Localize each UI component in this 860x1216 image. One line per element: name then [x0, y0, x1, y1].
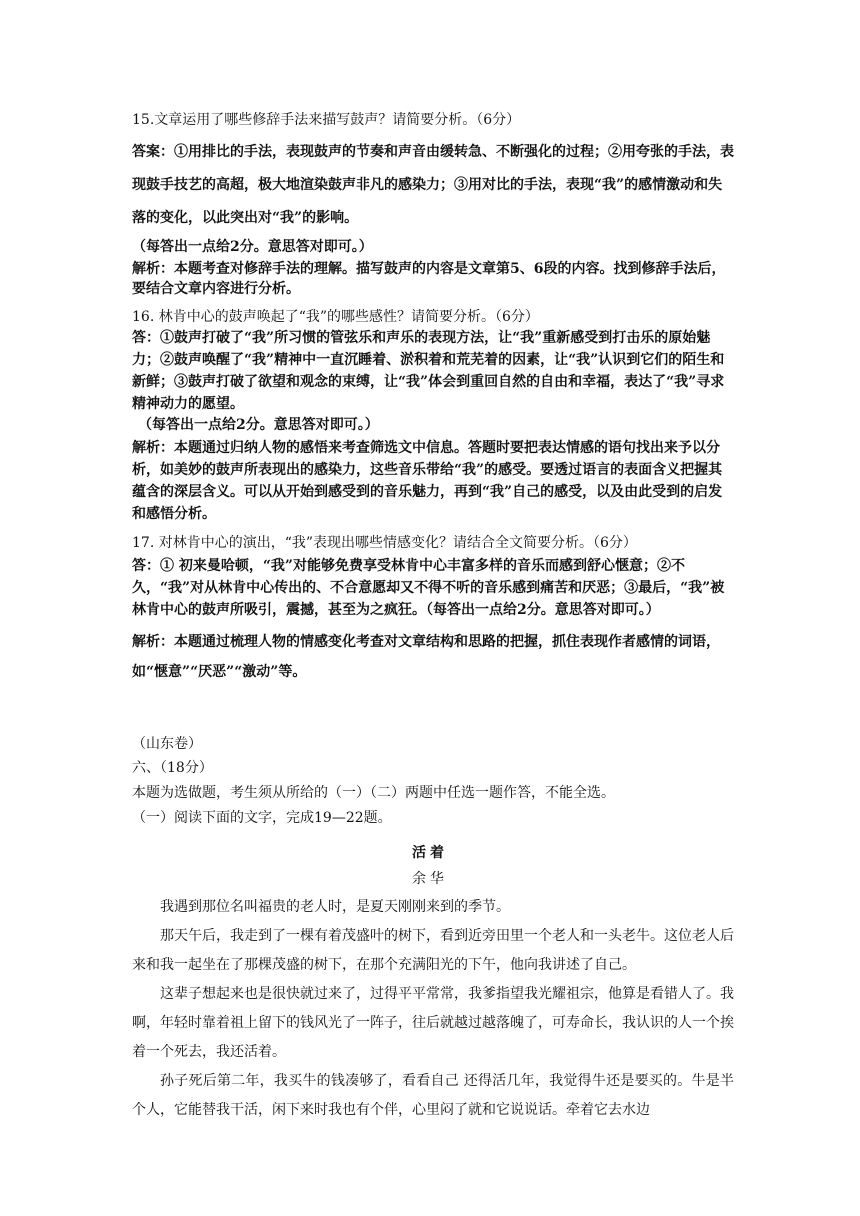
q15-scoring: （每答出一点给2分。意思答对即可。）: [132, 239, 373, 255]
story-author: 余华: [412, 871, 448, 887]
story-paragraph: 我遇到那位名叫福贵的老人时，是夏天刚刚来到的季节。: [160, 899, 510, 915]
q17-analysis: 解析：本题通过梳理人物的情感变化考查对文章结构和思路的把握，抓住表现作者感情的词语，如“惬意”“厌恶”“激动”等。: [132, 634, 720, 680]
exam-source: （山东卷）: [132, 736, 202, 752]
q16-scoring: （每答出一点给2分。意思答对即可。）: [138, 417, 379, 433]
part-heading: 六、（18分）: [132, 760, 213, 776]
q16-analysis: 解析：本题通过归纳人物的感悟来考查筛选文中信息。答题时要把表达情感的语句找出来予以分析，如美妙的鼓声所表现出的感染力，这些音乐带给“我”的感受。要透过语言的表面含义把握其蕴含的深层含义。可以从开始到感受到的音乐魅力，再到“我”自己的感受，以及由此受到的启发和感悟分析。: [132, 440, 723, 522]
q16-answer: 答：①鼓声打破了“我”所习惯的管弦乐和声乐的表现方法，让“我”重新感受到打击乐的原始魅力；②鼓声唤醒了“我”精神中一直沉睡着、淤积着和荒芜着的因素，让“我”认识到它们的陌生和新鲜；③鼓声打破了欲望和观念的束缚，让“我”体会到重回自然的自由和幸福，表达了“我”寻求精神动力的愿望。: [132, 330, 725, 412]
q15-analysis: 解析：本题考查对修辞手法的理解。描写鼓声的内容是文章第5、6段的内容。找到修辞手法后，要结合文章内容进行分析。: [132, 261, 726, 297]
section-header: [132, 733, 734, 829]
q15-answer: 答案：①用排比的手法，表现鼓声的节奏和声音由缓转急、不断强化的过程；②用夸张的手法，表现鼓手技艺的高超，极大地渲染鼓声非凡的感染力；③用对比的手法，表现“我”的感情激动和失落的变化，以此突出对“我”的影响。: [132, 144, 734, 226]
story-paragraph: 那天午后，我走到了一棵有着茂盛叶的树下，看到近旁田里一个老人和一头老牛。这位老人后来和我一起坐在了那棵茂盛的树下，在那个充满阳光的下午，他向我讲述了自己。: [132, 928, 734, 973]
story-paragraph: 这辈子想起来也是很快就过来了，过得平平常常，我爹指望我光耀祖宗，他算是看错人了。我啊，年轻时靠着祖上留下的钱风光了一阵子，往后就越过越落魄了，可寿命长，我认识的人一个挨着一个死去，我还活着。: [132, 986, 734, 1060]
question-17: [132, 533, 734, 687]
story-paragraph: 孙子死后第二年，我买牛的钱凑够了，看看自己 还得活几年，我觉得牛还是要买的。牛是半个人，它能替我干活，闲下来时我也有个伴，心里闷了就和它说说话。牵着它去水边: [132, 1073, 734, 1118]
q17-question: 17. 对林肯中心的演出，“我”表现出哪些情感变化？请结合全文简要分析。（6分）: [132, 535, 637, 551]
sub-heading: （一）阅读下面的文字，完成19—22题。: [132, 810, 392, 826]
question-16: [132, 307, 734, 525]
story-text: [132, 893, 734, 1125]
q17-answer: 答：① 初来曼哈顿，“我”对能够免费享受林肯中心丰富多样的音乐而感到舒心惬意；②不久，“我”对从林肯中心传出的、不合意愿却又不得不听的音乐感到痛苦和厌恶；③最后，“我”被林肯中心的鼓声所吸引，震撼，甚至为之疯狂。（每答出一点给2分。意思答对即可。）: [132, 558, 725, 618]
instruction: 本题为选做题，考生须从所给的（一）（二）两题中任选一题作答，不能全选。: [132, 785, 615, 801]
q15-question: 15.文章运用了哪些修辞手法来描写鼓声？请简要分析。（6分）: [132, 112, 521, 128]
question-15: [132, 110, 734, 299]
q16-question: 16. 林肯中心的鼓声唤起了“我”的哪些感性？请简要分析。（6分）: [132, 309, 539, 325]
story-title: 活着: [412, 845, 448, 861]
